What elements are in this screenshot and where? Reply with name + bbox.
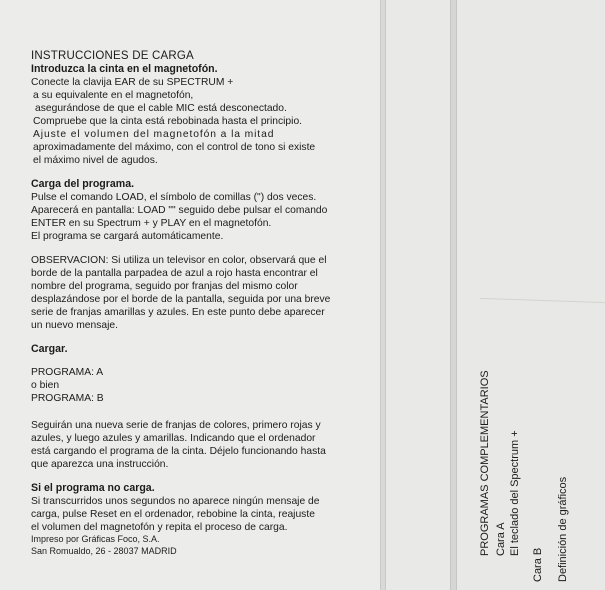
text-line: OBSERVACION: Si utiliza un televisor en color, observará que el [31, 255, 327, 266]
text-line: el volumen del magnetofón y repita el proceso de carga. [31, 522, 288, 533]
inlay-middle-panel [386, 0, 450, 590]
text-line: a su equivalente en el magnetofón, [33, 90, 194, 101]
text-line: carga, pulse Reset en el ordenador, rebobine la cinta, reajuste [31, 509, 315, 520]
text-line: azules, y luego azules y amarillas. Indicando que el ordenador [31, 433, 316, 444]
text-line: un nuevo mensaje. [31, 320, 119, 331]
side-a-program: El teclado del Spectrum + [509, 430, 521, 556]
section-observation [31, 254, 371, 332]
text-line: Conecte la clavija EAR de su SPECTRUM + [31, 77, 234, 88]
text-line: desplazándose por el borde de la pantalla, seguida por una breve [31, 294, 331, 305]
section-heading: Cargar. [31, 343, 68, 355]
section-color-stripes [31, 419, 371, 471]
spine-title: PROGRAMAS COMPLEMENTARIOS [479, 370, 491, 556]
section-load [31, 343, 371, 405]
side-b-label: Cara B [532, 547, 544, 582]
text-line: está cargando el programa de la cinta. Déjelo funcionando hasta [31, 446, 326, 457]
section-program-load [31, 178, 371, 243]
side-a-label: Cara A [495, 522, 507, 556]
imprint-address: San Romualdo, 26 - 28037 MADRID [31, 546, 177, 556]
text-line: Si transcurridos unos segundos no aparece ningún mensaje de [31, 496, 320, 507]
side-b-program: Definición de gráficos [557, 476, 569, 582]
printer-imprint [31, 533, 177, 557]
section-heading: Carga del programa. [31, 178, 135, 190]
page-title: INSTRUCCIONES DE CARGA [31, 50, 194, 62]
text-line: PROGRAMA: B [31, 393, 104, 404]
text-line: Ajuste el volumen del magnetofón a la mitad [33, 129, 275, 140]
text-line: Pulse el comando LOAD, el símbolo de comillas (") dos veces. [31, 192, 317, 203]
text-line: o bien [31, 380, 60, 391]
text-line: serie de franjas amarillas y azules. En este punto debe aparecer [31, 307, 325, 318]
imprint-line: Impreso por Gráficas Foco, S.A. [31, 534, 160, 544]
text-line: borde de la pantalla parpadea de azul a rojo hasta encontrar el [31, 268, 318, 279]
section-insert-tape [31, 63, 371, 167]
text-line: nombre del programa, seguido por franjas del mismo color [31, 281, 298, 292]
text-line: aproximadamente del máximo, con el control de tono si existe [33, 142, 316, 153]
section-troubleshoot [31, 482, 371, 534]
inlay-fold-2 [450, 0, 457, 590]
text-line: Compruebe que la cinta está rebobinada hasta el principio. [33, 116, 303, 127]
section-heading: Introduzca la cinta en el magnetofón. [31, 63, 218, 75]
section-heading: Si el programa no carga. [31, 482, 155, 494]
instructions-block [31, 50, 371, 545]
text-line: que aparezca una instrucción. [31, 459, 169, 470]
text-line: Aparecerá en pantalla: LOAD "" seguido debe pulsar el comando [31, 205, 328, 216]
text-line: el máximo nivel de agudos. [33, 155, 158, 166]
text-line: El programa se cargará automáticamente. [31, 231, 224, 242]
text-line: ENTER en su Spectrum + y PLAY en el magnetofón. [31, 218, 272, 229]
text-line: Seguirán una nueva serie de franjas de colores, primero rojas y [31, 420, 321, 431]
text-line: asegurándose de que el cable MIC está desconectado. [35, 103, 287, 114]
text-line: PROGRAMA: A [31, 367, 104, 378]
